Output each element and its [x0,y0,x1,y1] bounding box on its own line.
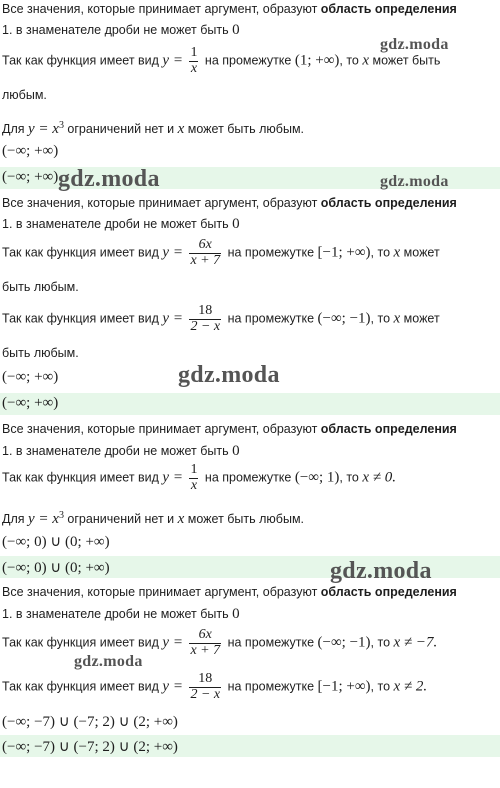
reason-line-2 [2,120,498,138]
fraction [189,304,221,334]
condition: x ≠ 2. [393,678,428,695]
interval: (−∞; −1) [317,634,371,651]
rule-line [2,443,498,460]
reason-continuation: быть любым. [2,280,79,294]
answer-box [0,735,500,757]
reason-line-2 [2,304,498,334]
variable-x: x [393,244,401,261]
interval: (1; +∞) [294,52,340,69]
intro-line [2,585,498,599]
fraction-denominator: 2 − x [190,318,221,334]
fraction [189,672,221,702]
function-formula: y = [162,244,183,261]
reason-text: Так как функция имеет вид [2,679,163,694]
reason-line-2 [2,510,498,528]
reason-line [2,463,498,493]
fraction [189,238,221,268]
reason-text: Так как функция имеет вид [2,635,163,650]
condition: x ≠ −7. [393,634,438,651]
variable-x: x [393,310,401,327]
reason-line [2,238,498,268]
function-formula: y = [162,678,183,695]
interval: [−1; +∞) [317,244,371,261]
reason-text: ограничений нет и [63,512,178,527]
reason-text: Для [2,122,29,137]
reason-text: на промежутке [227,635,318,650]
variable-x: x [177,511,185,528]
rule-zero: 0 [232,22,240,38]
function-formula: y = [162,469,183,486]
intro-text: Все значения, которые принимает аргумент, образуют [2,2,321,16]
variable-x: x [362,52,370,69]
reason-text: , то [339,53,363,68]
intro-text: Все значения, которые принимает аргумент, образуют [2,585,321,599]
reason-text: Так как функция имеет вид [2,470,163,485]
reason-text: на промежутке [204,53,295,68]
fraction-numerator: 18 [189,304,221,320]
reason-text: может быть любым. [184,122,305,137]
reason-continuation: быть любым. [2,346,79,360]
reason-text: , то [370,635,394,650]
fraction-denominator: x + 7 [190,252,221,268]
term-domain: область определения [320,196,457,210]
reason-text: , то [370,311,394,326]
interval: (−∞; 1) [294,469,340,486]
rule-zero: 0 [232,606,240,622]
answer-interval: (−∞; −7) ∪ (−7; 2) ∪ (2; +∞) [2,739,178,755]
reason-continuation: любым. [2,88,47,102]
interval: (−∞; −1) [317,310,371,327]
fraction-denominator: x + 7 [190,642,221,658]
reason-text: может быть любым. [184,512,305,527]
power-formula: y = x [28,121,59,138]
fraction [189,628,221,658]
term-domain: область определения [320,2,457,16]
fraction-denominator: x [190,477,198,493]
result-interval: (−∞; −7) ∪ (−7; 2) ∪ (2; +∞) [2,714,178,730]
reason-text: может [400,311,440,326]
fraction-numerator: 1 [190,45,198,60]
reason-text: на промежутке [227,245,318,260]
interval: [−1; +∞) [317,678,371,695]
rule-text: 1. в знаменателе дроби не может быть [2,217,233,231]
reason-text: на промежутке [227,311,318,326]
function-formula: y = [162,310,183,327]
reason-text: , то [339,470,363,485]
rule-text: 1. в знаменателе дроби не может быть [2,607,233,621]
intro-text: Все значения, которые принимает аргумент, образуют [2,422,321,436]
watermark: gdz.moda [74,653,143,670]
reason-text: на промежутке [227,679,318,694]
condition: x ≠ 0. [362,469,397,486]
rule-line [2,216,498,233]
fraction-numerator: 6x [189,238,221,254]
intro-line [2,196,498,210]
term-domain: область определения [320,422,457,436]
fraction-denominator: x [190,60,198,76]
result-interval: (−∞; +∞) [2,143,59,159]
rule-zero: 0 [232,216,240,232]
fraction [189,463,198,493]
result-interval: (−∞; +∞) [2,369,59,385]
watermark: gdz.moda [380,173,449,190]
fraction [189,46,198,76]
rule-text: 1. в знаменателе дроби не может быть [2,23,233,37]
reason-text: , то [370,245,394,260]
fraction-denominator: 2 − x [190,686,221,702]
watermark: gdz.moda [58,166,160,192]
reason-text: Так как функция имеет вид [2,311,163,326]
reason-text: может быть [369,53,441,68]
reason-text: Так как функция имеет вид [2,53,163,68]
watermark: gdz.moda [380,36,449,53]
reason-text: ограничений нет и [63,122,178,137]
function-formula: y = [162,52,183,69]
intro-line [2,422,498,436]
reason-text: может [400,245,440,260]
reason-text: на промежутке [204,470,295,485]
fraction-numerator: 1 [190,462,198,477]
rule-zero: 0 [232,443,240,459]
answer-interval: (−∞; +∞) [2,395,59,411]
result-interval: (−∞; 0) ∪ (0; +∞) [2,534,110,550]
exponent: 3 [58,510,64,521]
reason-text: Так как функция имеет вид [2,245,163,260]
fraction-numerator: 18 [189,672,221,688]
reason-line-2 [2,672,498,702]
answer-interval: (−∞; +∞) [2,169,59,185]
intro-text: Все значения, которые принимает аргумент, образуют [2,196,321,210]
watermark: gdz.moda [178,362,280,388]
exponent: 3 [58,120,64,131]
variable-x: x [177,121,185,138]
function-formula: y = [162,634,183,651]
reason-text: , то [370,679,394,694]
power-formula: y = x [28,511,59,528]
intro-line [2,2,498,16]
term-domain: область определения [320,585,457,599]
reason-text: Для [2,512,29,527]
rule-line [2,606,498,623]
watermark: gdz.moda [330,558,432,584]
fraction-numerator: 6x [189,628,221,644]
rule-text: 1. в знаменателе дроби не может быть [2,444,233,458]
answer-box [0,393,500,415]
answer-interval: (−∞; 0) ∪ (0; +∞) [2,560,110,576]
